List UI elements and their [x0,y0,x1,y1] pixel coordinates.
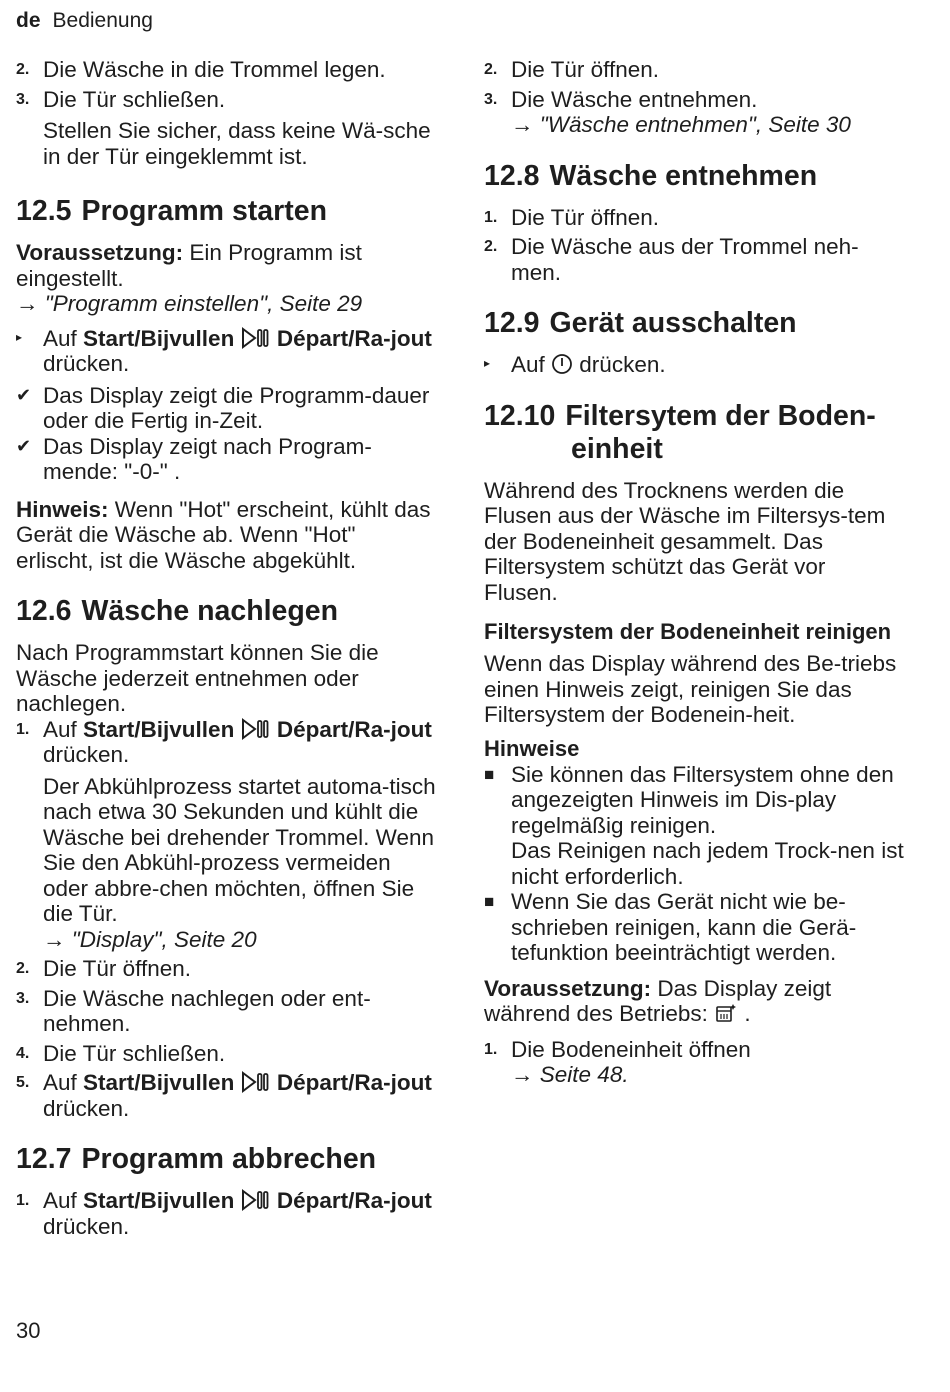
section-heading-12-6: 12.6 Wäsche nachlegen [16,595,339,627]
result-item: ✔ Das Display zeigt nach Program-mende: "-0-" . [16,433,372,484]
square-bullet-icon: ■ [484,764,495,784]
requirement: Voraussetzung: Das Display zeigt während des Betriebs: . [484,975,832,1026]
section-name: Bedienung [52,9,153,32]
note-text: Stellen Sie sicher, dass keine Wä-sche in der Tür eingeklemmt ist. [43,118,431,169]
list-item: 1. Die Tür öffnen. [484,204,660,230]
intro-text: Nach Programmstart können Sie die Wäsche jederzeit entnehmen oder nachlegen. [16,640,379,716]
start-pause-icon [241,718,271,740]
list-item: 2. Die Tür öffnen. [16,956,192,981]
cross-reference[interactable]: → "Programm einstellen", Seite 29 [16,291,363,316]
list-item: 3. Die Wäsche entnehmen. [484,86,758,112]
list-item: 1. Die Bodeneinheit öffnen [484,1036,751,1062]
section-heading-12-10: 12.10 Filtersytem der Boden-einheit [484,399,876,465]
check-icon: ✔ [16,435,32,456]
square-bullet-icon: ■ [484,892,495,911]
step-note: Der Abkühlprozess startet automa-tisch nach etwa 30 Sekunden und kühlt die Wäsche bei drehender Trommel. Wenn Sie den Abkühl-prozess vermeiden oder abbre-chen möchten, öffnen Sie die Tür. [43,773,436,926]
list-item: ■ Sie können das Filtersystem ohne den angezeigten Hinweis im Dis-play regelmäßig reinigen. [484,761,894,838]
section-heading-12-7: 12.7 Programm abbrechen [16,1143,377,1175]
language-code: de [16,9,41,32]
start-pause-icon [241,1071,271,1093]
result-item: ✔ Das Display zeigt die Programm-dauer oder die Fertig in-Zeit. [16,382,430,433]
list-item: 1. Auf Start/Bijvullen Départ/Ra-jout drücken. [16,1188,432,1239]
action-item: ▸ Auf drücken. [484,352,666,377]
cross-reference[interactable]: → "Wäsche entnehmen", Seite 30 [511,112,851,137]
hints-heading: Hinweise [484,735,580,761]
action-item: ▸ Auf Start/Bijvullen Départ/Ra-jout drücken. [16,325,432,376]
subsection-text: Wenn das Display während des Be-triebs einen Hinweis zeigt, reinigen Sie das Filtersystem der Bodenein-heit. [484,651,897,727]
list-item: ■ Wenn Sie das Gerät nicht wie be-schrieben reinigen, kann die Gerä-tefunktion beeinträchtigt werden. [484,889,857,965]
list-item: 3. Die Tür schließen. [16,86,226,112]
triangle-bullet-icon: ▸ [484,356,491,370]
page-header [16,9,153,33]
intro-text: Während des Trocknens werden die Flusen aus der Wäsche im Filtersys-tem der Bodeneinheit gesammelt. Das Filtersystem schützt das Gerät vor Flusen. [484,477,886,605]
right-column [484,57,904,1088]
list-item: 2. Die Wäsche in die Trommel legen. [16,57,386,82]
start-button-label: Start/Bijvullen [83,325,235,351]
section-heading-12-5: 12.5 Programm starten [16,195,327,227]
section-heading-12-9: 12.9 Gerät ausschalten [484,307,797,339]
list-item: 2. Die Wäsche aus der Trommel neh-men. [484,234,859,285]
cross-reference[interactable]: → Seite 48. [511,1062,629,1087]
list-item: 5. Auf Start/Bijvullen Départ/Ra-jout drücken. [16,1070,432,1121]
triangle-bullet-icon: ▸ [16,329,23,344]
start-pause-icon [241,327,271,349]
list-item: 4. Die Tür schließen. [16,1040,226,1066]
subsection-heading: Filtersystem der Bodeneinheit reinigen [484,619,892,644]
list-item: 1. Auf Start/Bijvullen Départ/Ra-jout drücken. [16,716,432,767]
power-icon [551,353,573,375]
start-pause-icon [241,1189,271,1211]
list-item: 3. Die Wäsche nachlegen oder ent-nehmen. [16,985,371,1036]
filter-clean-icon [714,1002,738,1024]
left-column [16,57,436,1239]
check-icon: ✔ [16,384,32,405]
hint-continuation: Das Reinigen nach jedem Trock-nen ist nicht erforderlich. [511,838,904,889]
section-heading-12-8: 12.8 Wäsche entnehmen [484,159,818,192]
page-number: 30 [16,1318,41,1343]
list-item: 2. Die Tür öffnen. [484,57,660,82]
hint-paragraph: Hinweis: Wenn "Hot" erscheint, kühlt das Gerät die Wäsche ab. Wenn "Hot" erlischt, ist die Wäsche abgekühlt. [16,496,431,573]
requirement: Voraussetzung: Ein Programm ist eingestellt. [16,240,362,291]
cross-reference[interactable]: → "Display", Seite 20 [43,926,257,952]
